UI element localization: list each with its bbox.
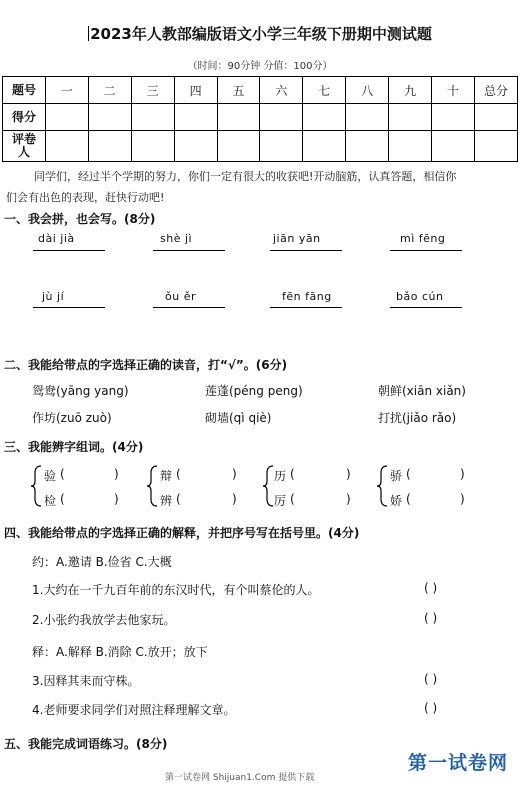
section-3-heading: 三、我能辨字组词。(4分)	[4, 440, 144, 454]
header-cell: 六	[260, 77, 303, 104]
header-cell: 二	[88, 77, 131, 104]
word-char: 骄	[390, 469, 403, 483]
reading-choice[interactable]: 朝鲜(xiān xiǎn)	[378, 384, 466, 398]
header-cell: 七	[303, 77, 346, 104]
word-paren-open[interactable]: (	[60, 492, 65, 506]
score-row	[3, 104, 518, 131]
score-cell[interactable]	[260, 104, 303, 131]
score-table	[2, 76, 518, 162]
word-char: 验	[44, 469, 57, 483]
pinyin-item: jù jí	[42, 290, 65, 303]
word-paren-open[interactable]: (	[290, 492, 295, 506]
word-paren-open[interactable]: (	[60, 467, 65, 481]
answer-line[interactable]	[33, 307, 105, 308]
word-char: 辨	[160, 494, 173, 508]
grader-cell[interactable]	[217, 131, 260, 162]
definition-options: 释：A.解释 B.消除 C.放开；放下	[32, 645, 208, 659]
grader-cell[interactable]	[474, 131, 517, 162]
word-paren-close[interactable]: )	[346, 467, 351, 481]
score-cell[interactable]	[389, 104, 432, 131]
left-brace-icon	[146, 465, 158, 507]
header-cell: 五	[217, 77, 260, 104]
intro-line-1: 同学们，经过半个学期的努力，你们一定有很大的收获吧!开动脑筋，认真答题，相信你	[34, 170, 457, 183]
grader-cell[interactable]	[260, 131, 303, 162]
title-text: 2023年人教部编版语文小学三年级下册期中测试题	[90, 25, 432, 43]
section-2-heading: 二、我能给带点的字选择正确的读音，打“√”。(6分)	[4, 358, 288, 372]
header-cell: 四	[174, 77, 217, 104]
word-paren-close[interactable]: )	[346, 492, 351, 506]
left-brace-icon	[376, 465, 388, 507]
grader-cell[interactable]	[346, 131, 389, 162]
page-subtitle: （时间：90分钟 分值：100分）	[187, 61, 333, 72]
section-1-heading: 一、我会拼，也会写。(8分)	[4, 212, 156, 226]
page-title	[0, 23, 520, 44]
score-cell[interactable]	[45, 104, 88, 131]
reading-choice[interactable]: 莲蓬(péng peng)	[205, 384, 303, 398]
score-cell[interactable]	[432, 104, 475, 131]
word-paren-close[interactable]: )	[114, 467, 119, 481]
grader-cell[interactable]	[432, 131, 475, 162]
intro-line-2: 们会有出色的表现，赶快行动吧!	[6, 191, 165, 204]
reading-choice[interactable]: 鸳鸯(yāng yang)	[32, 384, 129, 398]
pinyin-item: fēn fāng	[282, 290, 332, 303]
section-5-heading: 五、我能完成词语练习。(8分)	[4, 737, 168, 751]
score-cell[interactable]	[174, 104, 217, 131]
word-char: 检	[44, 494, 57, 508]
definition-options: 约：A.邀请 B.俭省 C.大概	[32, 555, 172, 569]
word-char: 历	[274, 469, 287, 483]
pinyin-item: bǎo cún	[396, 290, 444, 303]
pinyin-item: mì fēng	[400, 232, 446, 245]
pinyin-item: ǒu ěr	[165, 290, 196, 303]
header-cell: 十	[432, 77, 475, 104]
score-cell[interactable]	[88, 104, 131, 131]
grader-cell[interactable]	[45, 131, 88, 162]
left-brace-icon	[30, 465, 42, 507]
word-paren-open[interactable]: (	[290, 467, 295, 481]
score-cell[interactable]	[346, 104, 389, 131]
section-4-heading: 四、我能给带点的字选择正确的解释，并把序号写在括号里。(4分)	[4, 526, 360, 540]
grader-row-label: 评卷人	[3, 131, 46, 162]
answer-paren[interactable]: ( )	[424, 611, 438, 625]
score-row-label: 得分	[3, 104, 46, 131]
header-cell: 八	[346, 77, 389, 104]
word-paren-close[interactable]: )	[460, 492, 465, 506]
header-cell: 三	[131, 77, 174, 104]
word-paren-close[interactable]: )	[460, 467, 465, 481]
score-cell[interactable]	[217, 104, 260, 131]
left-brace-icon	[262, 465, 274, 507]
answer-line[interactable]	[33, 250, 105, 251]
header-cell: 总分	[474, 77, 517, 104]
reading-choice[interactable]: 砌墙(qì qiè)	[205, 411, 272, 425]
answer-line[interactable]	[153, 250, 225, 251]
word-char: 辩	[160, 469, 173, 483]
question-text: 2.小张约我放学去他家玩。	[32, 613, 176, 627]
answer-line[interactable]	[390, 250, 462, 251]
score-cell[interactable]	[474, 104, 517, 131]
answer-line[interactable]	[390, 307, 462, 308]
answer-line[interactable]	[270, 307, 342, 308]
answer-paren[interactable]: ( )	[424, 581, 438, 595]
grader-cell[interactable]	[131, 131, 174, 162]
question-text: 3.因释其耒而守株。	[32, 674, 140, 688]
word-paren-open[interactable]: (	[406, 492, 411, 506]
reading-choice[interactable]: 打扰(jiǎo rǎo)	[378, 411, 457, 425]
answer-paren[interactable]: ( )	[424, 672, 438, 686]
grader-row	[3, 131, 518, 162]
question-text: 1.大约在一千九百年前的东汉时代，有个叫蔡伦的人。	[32, 583, 320, 597]
word-paren-open[interactable]: (	[406, 467, 411, 481]
pinyin-item: shè jì	[160, 232, 193, 245]
grader-cell[interactable]	[303, 131, 346, 162]
site-logo: 第一试卷网	[408, 752, 509, 774]
text-cursor	[88, 26, 89, 41]
word-paren-open[interactable]: (	[176, 492, 181, 506]
grader-cell[interactable]	[389, 131, 432, 162]
question-text: 4.老师要求同学们对照注释理解文章。	[32, 703, 236, 717]
score-cell[interactable]	[303, 104, 346, 131]
word-char: 娇	[390, 494, 403, 508]
answer-paren[interactable]: ( )	[424, 701, 438, 715]
word-char: 厉	[274, 494, 287, 508]
pinyin-item: jiān yān	[273, 232, 321, 245]
score-cell[interactable]	[131, 104, 174, 131]
reading-choice[interactable]: 作坊(zuō zuò)	[32, 411, 112, 425]
header-cell: 九	[389, 77, 432, 104]
word-paren-close[interactable]: )	[232, 467, 237, 481]
answer-line[interactable]	[270, 250, 342, 251]
grader-cell[interactable]	[174, 131, 217, 162]
grader-cell[interactable]	[88, 131, 131, 162]
footer-text: 第一试卷网 Shijuan1.Com 提供下载	[165, 773, 315, 783]
word-paren-close[interactable]: )	[114, 492, 119, 506]
pinyin-item: dài jià	[38, 232, 75, 245]
header-cell: 题号	[3, 77, 46, 104]
header-cell: 一	[45, 77, 88, 104]
score-header-row	[3, 77, 518, 104]
word-paren-close[interactable]: )	[232, 492, 237, 506]
answer-line[interactable]	[153, 307, 225, 308]
word-paren-open[interactable]: (	[176, 467, 181, 481]
